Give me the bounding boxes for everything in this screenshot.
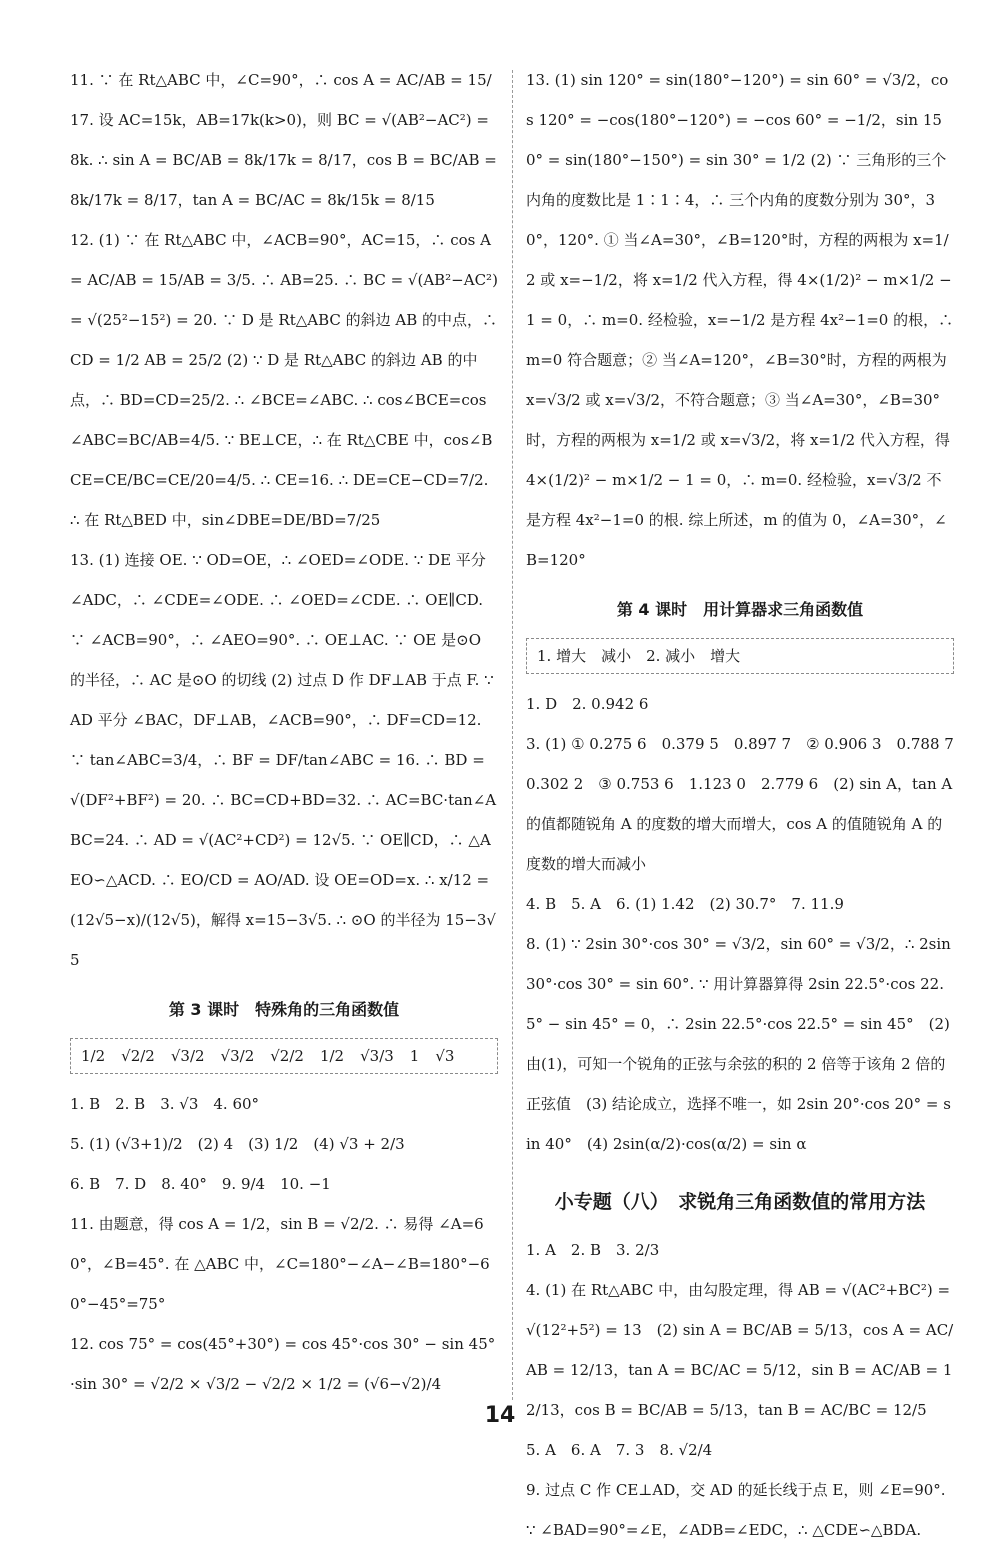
- answer-box-lesson-4: 1. 增大 减小 2. 减小 增大: [526, 638, 954, 674]
- box-value: √3/2: [220, 1047, 255, 1065]
- answer-5: 5. (1) (√3+1)/2 (2) 4 (3) 1/2 (4) √3 + 2/3: [70, 1135, 405, 1153]
- box-value: √2/2: [270, 1047, 304, 1065]
- box-value: √3/2: [170, 1047, 205, 1065]
- answer-11: 11. ∵ 在 Rt△ABC 中，∠C=90°，∴ cos A = AC/AB = 15/17. 设 AC=15k，AB=17k(k>0)，则 BC = √(AB²−AC²) = 8k. ∴ sin A = BC/AB = 8k/17k = 8/17，cos B = BC/AB = 8k/17k = 8/17，tan A = BC/AC = 8k/15k = 8/15: [70, 71, 497, 209]
- answer-13-right: 13. (1) sin 120° = sin(180°−120°) = sin 60° = √3/2，cos 120° = −cos(180°−120°) = −cos 60° = −1/2，sin 150° = sin(180°−150°) = sin 30° = 1/2 (2) ∵ 三角形的三个内角的度数比是 1∶1∶4，∴ 三个内角的度数分别为 30°，30°，120°. ① 当∠A=30°，∠B=120°时，方程的两根为 x=1/2 或 x=−1/2，将 x=1/2 代入方程，得 4×(1/2)² − m×1/2 − 1 = 0，∴ m=0. 经检验，x=−1/2 是方程 4x²−1=0 的根，∴ m=0 符合题意；② 当∠A=120°，∠B=30°时，方程的两根为 x=√3/2 或 x=√3/2，不符合题意；③ 当∠A=30°，∠B=30°时，方程的两根为 x=1/2 或 x=√3/2，将 x=1/2 代入方程，得 4×(1/2)² − m×1/2 − 1 = 0，∴ m=0. 经检验，x=√3/2 不是方程 4x²−1=0 的根. 综上所述，m 的值为 0，∠A=30°，∠B=120°: [526, 71, 954, 569]
- topic-answers-1-3: 1. A 2. B 3. 2/3: [526, 1241, 660, 1259]
- page-number: 14: [484, 1403, 516, 1428]
- answers-1-4: 1. B 2. B 3. √3 4. 60°: [70, 1095, 260, 1113]
- topic-answers-5-8: 5. A 6. A 7. 3 8. √2/4: [526, 1441, 713, 1459]
- column-divider: [512, 70, 513, 1400]
- box-value: √3/3: [360, 1047, 394, 1065]
- box-value: 1: [409, 1047, 420, 1065]
- answer-box-lesson-3: [70, 1038, 498, 1074]
- answer-12: 12. (1) ∵ 在 Rt△ABC 中，∠ACB=90°，AC=15，∴ cos A = AC/AB = 15/AB = 3/5. ∴ AB=25. ∴ BC = √(AB²−AC²) = √(25²−15²) = 20. ∵ D 是 Rt△ABC 的斜边 AB 的中点，∴ CD = 1/2 AB = 25/2 (2) ∵ D 是 Rt△ABC 的斜边 AB 的中点，∴ BD=CD=25/2. ∴ ∠BCE=∠ABC. ∴ cos∠BCE=cos∠ABC=BC/AB=4/5. ∵ BE⊥CE，∴ 在 Rt△CBE 中，cos∠BCE=CE/BC=CE/20=4/5. ∴ CE=16. ∴ DE=CE−CD=7/2. ∴ 在 Rt△BED 中，sin∠DBE=DE/BD=7/25: [70, 231, 498, 529]
- section-title-lesson-3: 第 3 课时 特殊角的三角函数值: [168, 1000, 400, 1019]
- section-title-topic-8: 小专题（八） 求锐角三角函数值的常用方法: [554, 1191, 926, 1213]
- answer-12-b: 12. cos 75° = cos(45°+30°) = cos 45°·cos 30° − sin 45°·sin 30° = √2/2 × √3/2 − √2/2 × 1/2 = (√6−√2)/4: [70, 1335, 496, 1393]
- answer-11-b: 11. 由题意，得 cos A = 1/2，sin B = √2/2. ∴ 易得 ∠A=60°，∠B=45°. 在 △ABC 中，∠C=180°−∠A−∠B=180°−60°−45°=75°: [70, 1215, 490, 1313]
- answers-6-10: 6. B 7. D 8. 40° 9. 9/4 10. −1: [70, 1175, 331, 1193]
- topic-answer-9: 9. 过点 C 作 CE⊥AD，交 AD 的延长线于点 E，则 ∠E=90°. ∵ ∠BAD=90°=∠E，∠ADB=∠EDC，∴ △CDE∽△BDA.: [526, 1481, 946, 1539]
- answers-1-2: 1. D 2. 0.942 6: [526, 695, 649, 713]
- box-value: √2/2: [121, 1047, 155, 1065]
- section-title-lesson-4: 第 4 课时 用计算器求三角函数值: [616, 600, 864, 619]
- answer-3: 3. (1) ① 0.275 6 0.379 5 0.897 7 ② 0.906 3 0.788 7 0.302 2 ③ 0.753 6 1.123 0 2.779 6 (2) sin A，tan A 的值都随锐角 A 的度数的增大而增大，cos A 的值随锐角 A 的度数的增大而减小: [526, 735, 969, 873]
- box-value: 1/2: [319, 1047, 345, 1065]
- answer-13: 13. (1) 连接 OE. ∵ OD=OE，∴ ∠OED=∠ODE. ∵ DE 平分 ∠ADC，∴ ∠CDE=∠ODE. ∴ ∠OED=∠CDE. ∴ OE∥CD. ∵ ∠ACB=90°，∴ ∠AEO=90°. ∴ OE⊥AC. ∵ OE 是⊙O 的半径，∴ AC 是⊙O 的切线 (2) 过点 D 作 DF⊥AB 于点 F. ∵ AD 平分 ∠BAC，DF⊥AB，∠ACB=90°，∴ DF=CD=12. ∵ tan∠ABC=3/4，∴ BF = DF/tan∠ABC = 16. ∴ BD = √(DF²+BF²) = 20. ∴ BC=CD+BD=32. ∴ AC=BC·tan∠ABC=24. ∴ AD = √(AC²+CD²) = 12√5. ∵ OE∥CD，∴ △AEO∽△ACD. ∴ EO/CD = AO/AD. 设 OE=OD=x. ∴ x/12 = (12√5−x)/(12√5)，解得 x=15−3√5. ∴ ⊙O 的半径为 15−3√5: [70, 551, 497, 969]
- answers-4-7: 4. B 5. A 6. (1) 1.42 (2) 30.7° 7. 11.9: [526, 895, 844, 913]
- box-value: √3: [435, 1047, 455, 1065]
- answer-8: 8. (1) ∵ 2sin 30°·cos 30° = √3/2，sin 60° = √3/2，∴ 2sin 30°·cos 30° = sin 60°. ∵ 用计算器算得 2sin 22.5°·cos 22.5° − sin 45° = 0，∴ 2sin 22.5°·cos 22.5° = sin 45° (2) 由(1)，可知一个锐角的正弦与余弦的积的 2 倍等于该角 2 倍的正弦值 (3) 结论成立，选择不唯一，如 2sin 20°·cos 20° = sin 40° (4) 2sin(α/2)·cos(α/2) = sin α: [526, 935, 951, 1153]
- topic-answer-4: 4. (1) 在 Rt△ABC 中，由勾股定理，得 AB = √(AC²+BC²) = √(12²+5²) = 13 (2) sin A = BC/AB = 5/13，cos A = AC/AB = 12/13，tan A = BC/AC = 5/12，sin B = AC/AB = 12/13，cos B = BC/AB = 5/13，tan B = AC/BC = 12/5: [526, 1281, 954, 1419]
- box-value: 1/2: [81, 1047, 106, 1065]
- left-column: [70, 60, 498, 1404]
- right-column: [526, 60, 969, 1550]
